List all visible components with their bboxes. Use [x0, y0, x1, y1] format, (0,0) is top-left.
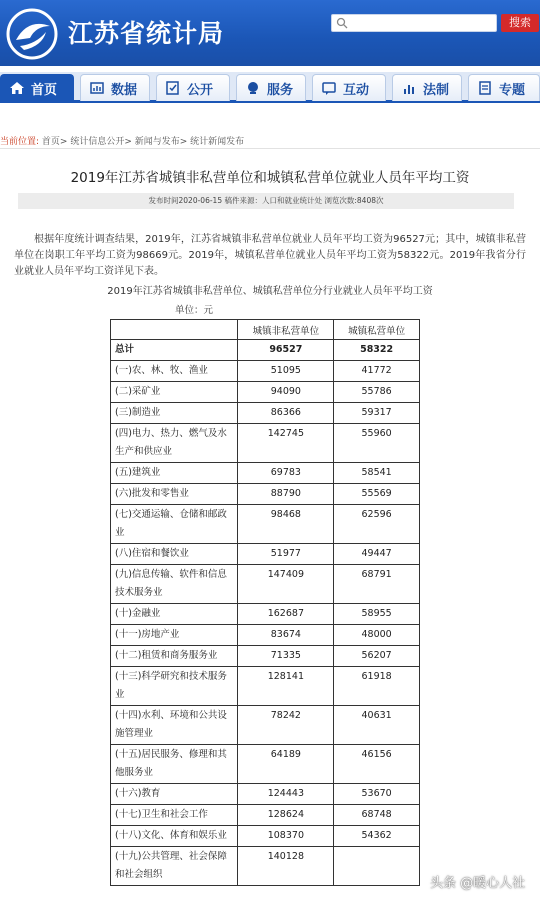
table-row — [111, 805, 420, 826]
article-title: 2019年江苏省城镇非私营单位和城镇私营单位就业人员年平均工资 — [70, 170, 470, 186]
table-cell-name: 总计 — [111, 340, 238, 361]
nav-home[interactable] — [0, 74, 74, 101]
table-cell-v1: 83674 — [238, 625, 334, 646]
table-row — [111, 424, 420, 463]
table-cell-v1: 162687 — [238, 604, 334, 625]
topic-icon — [477, 80, 493, 96]
nav-home-label: 首页 — [31, 82, 58, 98]
search-button[interactable]: 搜索 — [501, 14, 539, 32]
table-cell-name: (九)信息传输、软件和信息技术服务业 — [111, 565, 238, 604]
breadcrumb-path[interactable]: 首页> 统计信息公开> 新闻与发布> 统计新闻发布 — [41, 137, 245, 147]
main-nav — [0, 72, 540, 103]
table-cell-v2: 55960 — [334, 424, 420, 463]
nav-disclosure-label: 公开 — [187, 82, 214, 98]
table-cell-name: (十八)文化、体育和娱乐业 — [111, 826, 238, 847]
table-cell-name: (十)金融业 — [111, 604, 238, 625]
wage-table — [110, 319, 420, 886]
table-cell-name: (十三)科学研究和技术服务业 — [111, 667, 238, 706]
table-row — [111, 361, 420, 382]
nav-data[interactable] — [80, 74, 150, 101]
interaction-icon — [321, 80, 337, 96]
table-cell-name: (五)建筑业 — [111, 463, 238, 484]
table-cell-name: (十九)公共管理、社会保障和社会组织 — [111, 847, 238, 886]
table-cell-v2: 58322 — [334, 340, 420, 361]
table-cell-v2: 54362 — [334, 826, 420, 847]
search-icon — [336, 17, 348, 29]
bureau-logo-icon[interactable] — [6, 8, 58, 60]
table-cell-v1: 88790 — [238, 484, 334, 505]
table-cell-name: (六)批发和零售业 — [111, 484, 238, 505]
table-cell-v2: 58955 — [334, 604, 420, 625]
table-cell-name: (十六)教育 — [111, 784, 238, 805]
table-row — [111, 784, 420, 805]
nav-law[interactable] — [392, 74, 462, 101]
table-row — [111, 484, 420, 505]
table-row — [111, 604, 420, 625]
table-cell-v1: 86366 — [238, 403, 334, 424]
table-row — [111, 565, 420, 604]
nav-interaction[interactable] — [312, 74, 386, 101]
table-row — [111, 646, 420, 667]
search-input[interactable] — [350, 15, 494, 31]
table-cell-v1: 96527 — [238, 340, 334, 361]
table-row — [111, 505, 420, 544]
article-meta: 发布时间2020-06-15 稿件来源：人口和就业统计处 浏览次数:8408次 — [18, 193, 514, 209]
table-header-row — [111, 320, 420, 340]
home-icon — [9, 80, 25, 96]
table-cell-v2: 61918 — [334, 667, 420, 706]
table-row — [111, 745, 420, 784]
nav-service-label: 服务 — [267, 82, 294, 98]
table-cell-v1: 64189 — [238, 745, 334, 784]
nav-disclosure[interactable] — [156, 74, 230, 101]
table-cell-v2: 46156 — [334, 745, 420, 784]
nav-interaction-label: 互动 — [343, 82, 370, 98]
table-cell-name: (二)采矿业 — [111, 382, 238, 403]
nav-topic[interactable] — [468, 74, 540, 101]
table-cell-name: (七)交通运输、仓储和邮政业 — [111, 505, 238, 544]
table-row — [111, 340, 420, 361]
table-cell-name: (十五)居民服务、修理和其他服务业 — [111, 745, 238, 784]
table-cell-v2: 40631 — [334, 706, 420, 745]
table-cell-v1: 51977 — [238, 544, 334, 565]
table-cell-v2: 59317 — [334, 403, 420, 424]
table-cell-v2: 58541 — [334, 463, 420, 484]
table-cell-v2: 68748 — [334, 805, 420, 826]
site-title[interactable]: 江苏省统计局 — [68, 19, 225, 48]
table-cell-v1: 98468 — [238, 505, 334, 544]
table-cell-v1: 128624 — [238, 805, 334, 826]
table-cell-v1: 71335 — [238, 646, 334, 667]
table-cell-name: (十四)水利、环境和公共设施管理业 — [111, 706, 238, 745]
table-cell-v1: 108370 — [238, 826, 334, 847]
table-cell-name: (一)农、林、牧、渔业 — [111, 361, 238, 382]
table-cell-v2: 55569 — [334, 484, 420, 505]
table-header-cell: 城镇私营单位 — [334, 320, 420, 340]
table-title: 2019年江苏省城镇非私营单位、城镇私营单位分行业就业人员年平均工资 — [107, 286, 433, 297]
nav-data-label: 数据 — [111, 82, 138, 98]
data-icon — [89, 80, 105, 96]
breadcrumb-lead: 当前位置: — [0, 137, 40, 147]
table-cell-v2: 55786 — [334, 382, 420, 403]
watermark: 头条 @暖心人社 — [430, 876, 526, 891]
table-cell-v2 — [334, 847, 420, 886]
disclosure-icon — [165, 80, 181, 96]
table-cell-name: (八)住宿和餐饮业 — [111, 544, 238, 565]
table-header-cell: 城镇非私营单位 — [238, 320, 334, 340]
nav-topic-label: 专题 — [499, 82, 526, 98]
table-cell-v1: 51095 — [238, 361, 334, 382]
nav-service[interactable] — [236, 74, 306, 101]
table-cell-v1: 128141 — [238, 667, 334, 706]
article-intro: 根据年度统计调查结果，2019年，江苏省城镇非私营单位就业人员年平均工资为96527元；其中，城镇非私营单位在岗职工年平均工资为98669元。2019年，城镇私营单位就业人员年平均工资为58322元。2019年我省分行业就业人员年平均工资详见下表。 — [14, 234, 526, 277]
search-box — [331, 14, 497, 32]
table-cell-name: (十七)卫生和社会工作 — [111, 805, 238, 826]
table-cell-v1: 78242 — [238, 706, 334, 745]
table-row — [111, 826, 420, 847]
site-header — [0, 0, 540, 66]
unit-label: 单位：元 — [175, 305, 214, 316]
table-cell-v2: 53670 — [334, 784, 420, 805]
table-header-cell — [111, 320, 238, 340]
table-cell-name: (十二)租赁和商务服务业 — [111, 646, 238, 667]
table-row — [111, 847, 420, 886]
breadcrumb — [0, 134, 244, 147]
service-icon — [245, 80, 261, 96]
table-cell-v1: 94090 — [238, 382, 334, 403]
table-cell-v1: 147409 — [238, 565, 334, 604]
table-row — [111, 625, 420, 646]
table-cell-v2: 56207 — [334, 646, 420, 667]
table-cell-v2: 48000 — [334, 625, 420, 646]
breadcrumb-divider — [0, 148, 540, 149]
table-cell-v1: 140128 — [238, 847, 334, 886]
table-cell-v2: 68791 — [334, 565, 420, 604]
table-row — [111, 544, 420, 565]
table-cell-name: (四)电力、热力、燃气及水生产和供应业 — [111, 424, 238, 463]
table-cell-v2: 49447 — [334, 544, 420, 565]
table-row — [111, 403, 420, 424]
table-cell-v1: 124443 — [238, 784, 334, 805]
table-cell-v1: 69783 — [238, 463, 334, 484]
nav-law-label: 法制 — [423, 82, 450, 98]
table-row — [111, 706, 420, 745]
table-row — [111, 463, 420, 484]
table-row — [111, 382, 420, 403]
table-cell-v2: 62596 — [334, 505, 420, 544]
table-cell-name: (三)制造业 — [111, 403, 238, 424]
law-icon — [401, 80, 417, 96]
table-cell-name: (十一)房地产业 — [111, 625, 238, 646]
table-row — [111, 667, 420, 706]
table-cell-v1: 142745 — [238, 424, 334, 463]
table-cell-v2: 41772 — [334, 361, 420, 382]
